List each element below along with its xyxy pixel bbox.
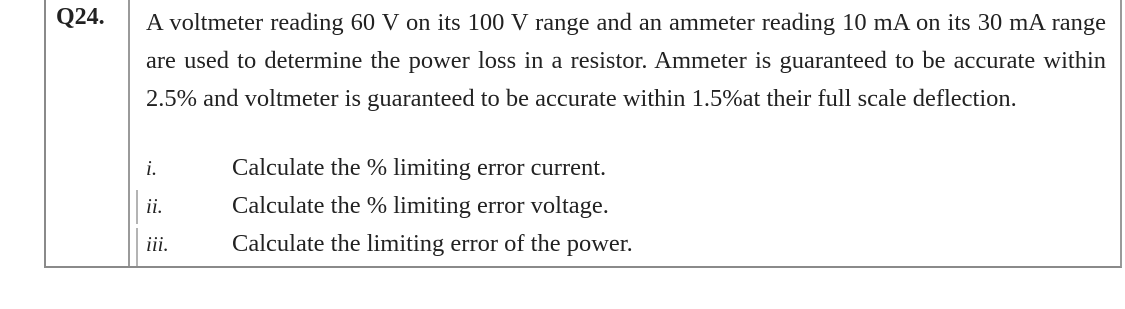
sub-part-text: Calculate the limiting error of the power. (232, 230, 633, 257)
sub-part-number: iii. (146, 232, 169, 256)
question-body-cell (130, 0, 1120, 266)
sub-part-item (130, 190, 1120, 228)
sub-part-number: i. (146, 156, 158, 180)
question-number: Q24. (56, 4, 105, 30)
sub-part-number: ii. (146, 194, 163, 218)
sub-part-item (130, 228, 1120, 266)
sub-part-list (130, 152, 1120, 266)
question-stem: A voltmeter reading 60 V on its 100 V range and an ammeter reading 10 mA on its 30 mA range are used to determine the power loss in a resistor. Ammeter is guaranteed to be accurate within 2.5% and voltmeter is guaranteed to be accurate within 1.5%at their full scale deflection. (146, 9, 1106, 112)
question-number-cell (46, 0, 130, 266)
question-table (44, 0, 1122, 268)
sub-part-text: Calculate the % limiting error voltage. (232, 192, 609, 219)
sub-part-item (130, 152, 1120, 190)
sub-part-text: Calculate the % limiting error current. (232, 154, 607, 181)
